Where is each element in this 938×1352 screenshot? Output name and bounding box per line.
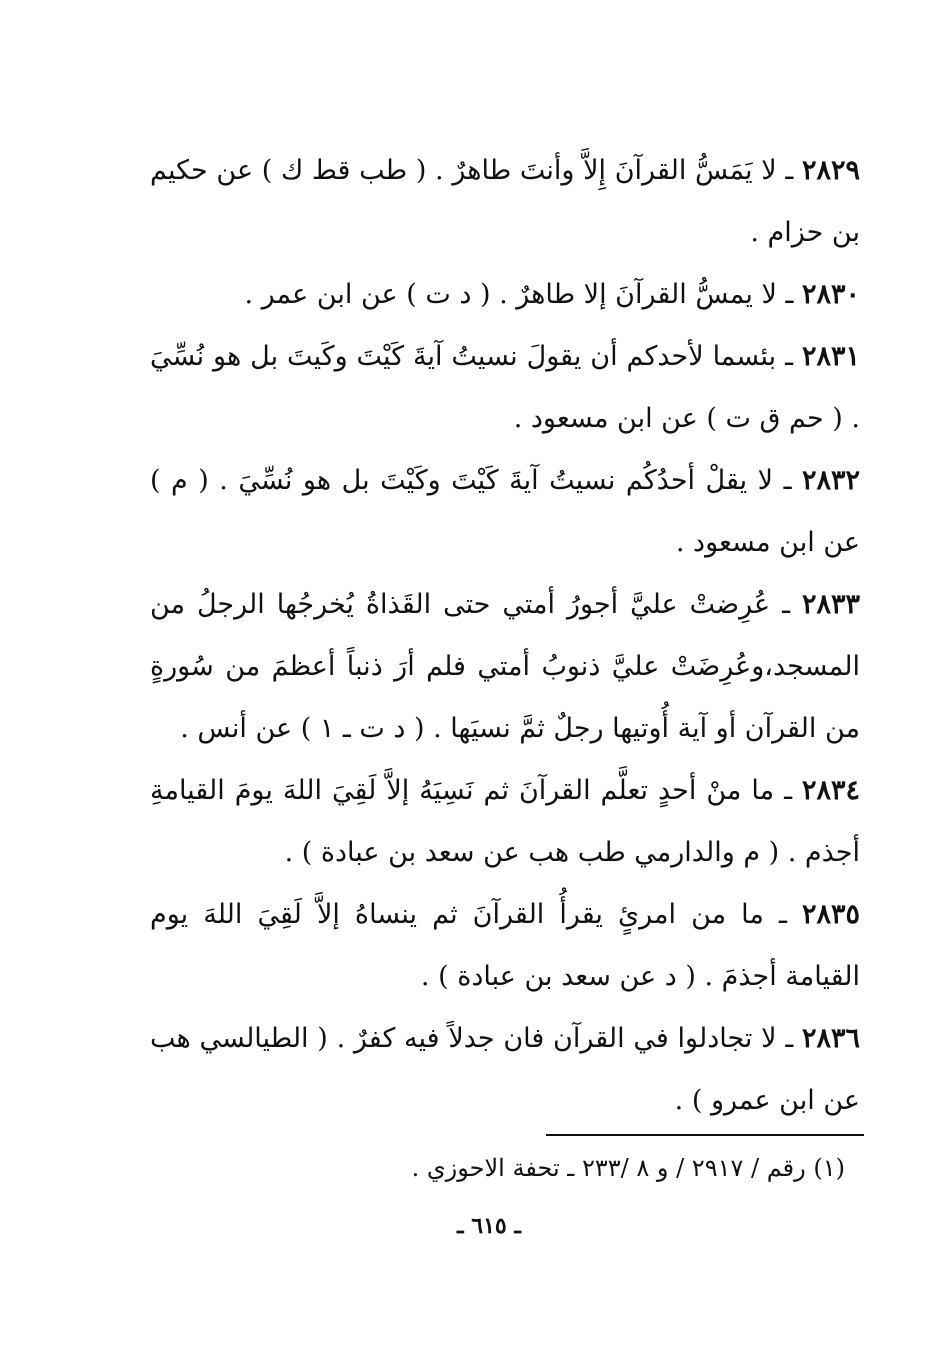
- hadith-text: لا يَمَسُّ القرآنَ إِلاَّ وأنتَ طاهرٌ . ( طب قط ك ) عن حكيم بن حزام .: [150, 155, 860, 248]
- hadith-number: ٢٨٣٢: [801, 465, 860, 496]
- hadith-text: ما منْ أحدٍ تعلَّم القرآنَ ثم نَسِيَهُ إلاَّ لَقِيَ اللهَ يومَ القيامةِ أجذم . ( م والدارمي طب هب عن سعد بن عبادة ) .: [150, 775, 860, 868]
- footnote: (١) رقم / ٢٩١٧ / و ٨ /٢٣٣ ـ تحفة الاحوزي .: [411, 1154, 845, 1182]
- hadith-text: ما من امرئٍ يقرأُ القرآنَ ثم ينساهُ إلاَّ لَقِيَ اللهَ يوم القيامة أجذمَ . ( د عن سعد بن عبادة ) .: [150, 899, 860, 992]
- hadith-number: ٢٨٣٣: [801, 589, 860, 620]
- hadith-number: ٢٨٣١: [801, 341, 860, 372]
- hadith-2835: [150, 884, 860, 1008]
- hadith-separator: ـ: [785, 279, 794, 310]
- hadith-text: بئسما لأحدكم أن يقولَ نسيتُ آيةَ كَيْتَ وكَيتَ بل هو نُسِّيَ . ( حم ق ت ) عن ابن مسعود .: [150, 341, 860, 434]
- hadith-2832: [150, 450, 860, 574]
- hadith-separator: ـ: [785, 1023, 794, 1054]
- hadith-separator: ـ: [778, 899, 787, 930]
- hadith-separator: ـ: [784, 775, 792, 806]
- hadith-number: ٢٨٣٦: [801, 1023, 860, 1054]
- hadith-2829: [150, 140, 860, 264]
- footnote-divider: [546, 1134, 864, 1136]
- hadith-text: لا تجادلوا في القرآن فان جدلاً فيه كفرٌ . ( الطيالسي هب عن ابن عمرو ) .: [150, 1023, 860, 1116]
- hadith-number: ٢٨٢٩: [801, 155, 860, 186]
- hadith-number: ٢٨٣٤: [801, 775, 860, 806]
- hadith-2831: [150, 326, 860, 450]
- hadith-2836: [150, 1008, 860, 1132]
- hadith-number: ٢٨٣٥: [801, 899, 860, 930]
- page-number: ـ ٦١٥ ـ: [457, 1213, 521, 1239]
- hadith-separator: ـ: [782, 589, 790, 620]
- hadith-list: [150, 140, 860, 1132]
- hadith-2833: [150, 574, 860, 760]
- hadith-number: ٢٨٣٠: [801, 279, 860, 310]
- hadith-separator: ـ: [783, 465, 792, 496]
- hadith-text: لا يقلْ أحدُكُم نسيتُ آيةَ كَيْتَ وكَيْتَ بل هو نُسِّيَ . ( م ) عن ابن مسعود .: [150, 465, 860, 558]
- hadith-separator: ـ: [785, 341, 794, 372]
- hadith-text: لا يمسُّ القرآنَ إلا طاهرٌ . ( د ت ) عن ابن عمر .: [244, 279, 777, 310]
- hadith-separator: ـ: [785, 155, 794, 186]
- hadith-2830: [150, 264, 860, 326]
- hadith-2834: [150, 760, 860, 884]
- hadith-text: عُرِضتْ عليَّ أجورُ أمتي حتى القَذاةُ يُخرجُها الرجلُ من المسجد،وعُرِضَتْ عليَّ ذنوبُ أمتي فلم أرَ ذنباً أعظمَ من سُورةٍ من القرآن أو آية أُوتيها رجلٌ ثمَّ نسيَها . ( د ت ـ ١ ) عن أنس .: [150, 589, 860, 744]
